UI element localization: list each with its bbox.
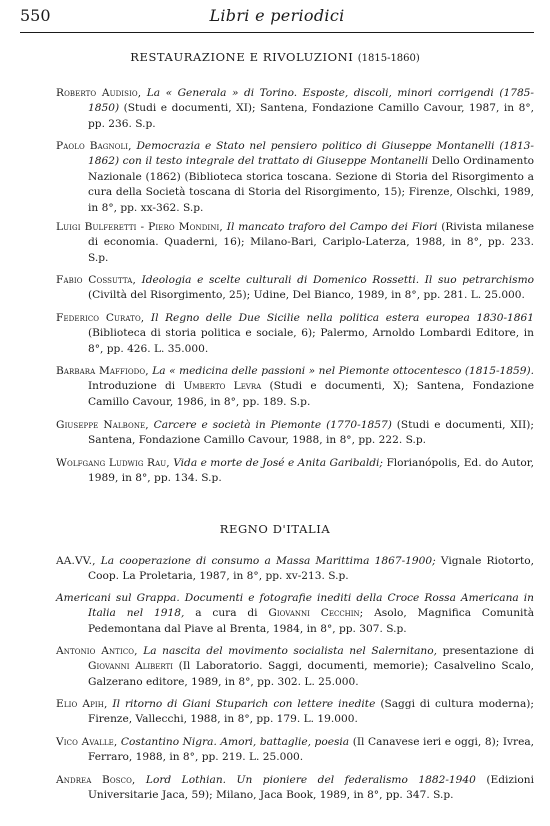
entry-author: Elio Apih, — [56, 698, 108, 710]
header-rule — [20, 32, 534, 33]
section-heading-text: REGNO D'ITALIA — [219, 522, 331, 536]
entry-author: Wolfgang Ludwig Rau, — [56, 457, 170, 469]
entry-details: (Studi e documenti, X); Santena, Fondazione Camillo Cavour, 1986, in 8°, pp. 189. S.p. — [88, 380, 534, 408]
bibliography-entry — [56, 644, 534, 690]
entry-author: Vico Avalle, — [56, 736, 118, 748]
bibliography-entry — [56, 273, 534, 304]
entry-author: Roberto Audisio, — [56, 87, 142, 99]
entry-title: Il ritorno di Giani Stuparich con lettere inedite — [112, 698, 376, 710]
entry-author: Paolo Bagnoli, — [56, 140, 132, 152]
entry-author: Luigi Bulferetti - Piero Mondini, — [56, 221, 223, 233]
bibliography-entry — [56, 139, 534, 216]
bibliography-entry — [56, 697, 534, 728]
entry-details: (Biblioteca di storia politica e sociale, 6); Palermo, Arnoldo Lombardi Editore, in 8°, pp. 426. L. 35.000. — [88, 327, 534, 355]
entry-details: (Studi e documenti, XII); Santena, Fondazione Camillo Cavour, 1988, in 8°, pp. 222. S.p. — [88, 419, 534, 447]
section-heading-regno-italia — [0, 522, 550, 536]
section-heading-text: RESTAURAZIONE E RIVOLUZIONI — [130, 50, 354, 64]
bibliography-entry — [56, 418, 534, 449]
section-heading-dates: (1815-1860) — [357, 53, 420, 64]
running-title: Libri e periodici — [209, 6, 345, 25]
running-head — [20, 6, 534, 32]
bibliography-entry — [56, 735, 534, 766]
entry-title: La cooperazione di consumo a Massa Marittima 1867-1900; — [100, 555, 436, 567]
entry-author: Antonio Antico, — [56, 645, 138, 657]
entry-title: Carcere e società in Piemonte (1770-1857) — [153, 419, 392, 431]
entry-details: Dello Ordinamento Nazionale (1862) (Biblioteca storica toscana. Sezione di Storia del Risorgimento a cura della Società toscana di Storia del Risorgimento, 15); Firenze, Olschki, 1989, in 8°, pp. xx-362. S.p. — [88, 155, 534, 214]
entry-details: (Il Laboratorio. Saggi, documenti, memorie); Casalvelino Scalo, Galzerano editore, 1989, in 8°, pp. 302. L. 25.000. — [88, 660, 534, 688]
entry-title: La « Generala » di Torino. Esposte, discoli, minori corrigendi (1785-1850) — [88, 87, 535, 115]
entry-title: Lord Lothian. Un pioniere del federalismo 1882-1940 — [145, 774, 476, 786]
bibliography-entry — [56, 364, 534, 410]
entry-details: (Studi e documenti, XI); Santena, Fondazione Camillo Cavour, 1987, in 8°, pp. 236. S.p. — [88, 102, 535, 130]
entry-title: Il Regno delle Due Sicilie nella politica estera europea 1830-1861 — [150, 312, 534, 324]
entry-contributor: Umberto Levra — [183, 380, 262, 393]
bibliography-entry — [56, 773, 534, 804]
bibliography-entry — [56, 311, 534, 357]
entry-details-intro: a cura di — [195, 607, 258, 620]
entry-title: La nascita del movimento socialista nel Salernitano, — [143, 645, 437, 657]
entry-details: Asolo, Magnifica Comunità Pedemontana dal Piave al Brenta, 1984, in 8°, pp. 307. S.p. — [88, 607, 535, 635]
entry-details: (Civiltà del Risorgimento, 25); Udine, Del Bianco, 1989, in 8°, pp. 281. L. 25.000. — [88, 289, 525, 302]
entry-title: Americani sul Grappa. Documenti e fotografie inediti della Croce Rossa Americana in Italia nel 1918, — [56, 592, 534, 620]
bibliography-entry — [56, 456, 534, 487]
entry-details: (Saggi di cultura moderna); Firenze, Vallecchi, 1988, in 8°, pp. 179. L. 19.000. — [88, 698, 534, 726]
entry-details: (Rivista milanese di economia. Quaderni, 16); Milano-Bari, Cariplo-Laterza, 1988, in 8°, pp. 233. S.p. — [88, 221, 534, 264]
entry-details-intro: presentazione di — [442, 645, 535, 657]
entry-author: Giuseppe Nalbone, — [56, 419, 149, 431]
entry-title: Democrazia e Stato nel pensiero politico di Giuseppe Montanelli (1813-1862) con il testo integrale del trattato di Giuseppe Montanelli — [88, 140, 535, 168]
entry-author: Fabio Cossutta, — [56, 274, 136, 286]
entry-details: (Edizioni Universitarie Jaca, 59); Milano, Jaca Book, 1989, in 8°, pp. 347. S.p. — [88, 774, 534, 802]
entry-title: Costantino Nigra. Amori, battaglie, poesia — [120, 736, 350, 748]
entry-title: Il mancato traforo del Campo dei Fiori — [226, 221, 438, 233]
entry-author: Federico Curato, — [56, 312, 145, 324]
page-number: 550 — [20, 6, 51, 25]
entry-title: Ideologia e scelte culturali di Domenico Rossetti. Il suo petrarchismo — [141, 274, 534, 286]
entry-title: Vida e morte de José e Anita Garibaldi; — [173, 457, 383, 469]
entry-author: Barbara Maffiodo, — [56, 365, 149, 377]
entry-details: Vignale Riotorto, Coop. La Proletaria, 1987, in 8°, pp. xv-213. S.p. — [88, 555, 534, 583]
bibliography-entry — [56, 220, 534, 266]
entry-title: La « medicina delle passioni » nel Piemonte ottocentesco (1815-1859). — [152, 365, 534, 377]
entry-details-intro: Introduzione di — [88, 380, 176, 393]
entry-details: (Il Canavese ieri e oggi, 8); Ivrea, Ferraro, 1988, in 8°, pp. 219. L. 25.000. — [88, 736, 535, 764]
entry-author: Andrea Bosco, — [56, 774, 136, 786]
entry-details: Florianópolis, Ed. do Autor, 1989, in 8°, pp. 134. S.p. — [88, 457, 534, 485]
entry-author: AA.VV., — [56, 555, 96, 567]
section-heading-restaurazione — [0, 50, 550, 64]
entry-contributor: Giovanni Cecchin; — [268, 607, 364, 620]
bibliography-entry — [56, 554, 534, 585]
bibliography-entry — [56, 591, 534, 637]
entry-contributor: Giovanni Aliberti — [88, 660, 173, 673]
bibliography-entry — [56, 86, 534, 132]
